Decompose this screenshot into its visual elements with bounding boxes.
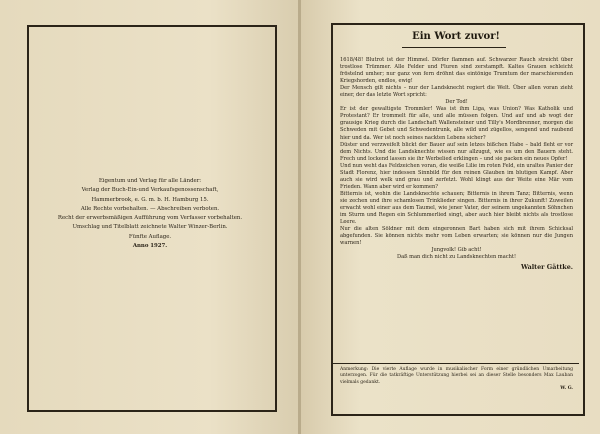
imprint-year: Anno 1927. [132,243,168,250]
page-title: Ein Wort zuvor! [412,31,500,42]
imprint-line: Umschlag und Titelblatt zeichnete Walter Winzer-Berlin. [72,224,228,231]
paragraph: Düster und verzweifelt blickt der Bauer auf sein letzes bißchen Habe – bald fleht er vor dem Nichts. Und die Landsknechte wissen nur allzugut, wie es um den Bauern steht. Frech und lockend lassen sie ihr Werbelied erklingen – und sie packen ein neues Opfer! [340,141,573,162]
footnote-text: Anmerkung: Die vierte Auflage wurde in musikalischer Form einer gründlichen Umarbeitung unterzogen. Für die tatkräftige Unterstützung hierbei sei an dieser Stelle besonders Max Lauban vielmals gedankt. [340,367,573,385]
footnote-initials: W. G. [560,386,573,392]
footnote [340,367,573,393]
left-page [0,0,299,434]
paragraph: 1618/48! Blutrot ist der Himmel. Dörfer flammen auf. Schwarzer Rauch streicht über trostlose Trümmer. Alle Felder und Fluren sind zerstampft. Kaltes Grauen schleicht fröstelnd umher; nur ganz von fern dröhnt das eintönige Trumtum der marschierenden Kriegshorden, endlos, ewig! [340,57,573,85]
paragraph: Er ist der gewaltigste Trommler! Was ist ihm Liga, was Union? Was Katholik und Protestant? Er trommelt für alle, und alle müssen folgen. Und auf und ab wogt der grausige Krieg durch die Landschaft Wallensteiner und Tilly's Mordbrenner, morgen die Schweden mit Gebet und Schwedentrunk, alle wild und zügellos, sengend und raubend hier und da. Wer ist noch seines nackten Lebens sicher? [340,106,573,141]
imprint-line: Hammerbrook, e. G. m. b. H. Hamburg 15. [91,196,209,203]
paragraph: Bitternis ist, wohin die Landsknechte schauen; Bitternis in ihrem Tanz; Bitternis, wenn sie zechen und ihre schamlosen Trinklieder singen. Bitternis in ihrer Zukunft! Zuweilen erwacht wohl einer aus dem Taumel, wie jener Vater, der seinem ungekannten Söhnchen im Sturm und Regen ein Schlummerlied singt, aber auch hier bleibt nichts als trostlose Leere. [340,190,573,226]
imprint-block [30,177,270,251]
paragraph-heading: Der Tod! [445,99,468,106]
paragraph: Der Mensch gilt nichts – nur der Landsknecht regiert die Welt. Über allen voran zieht einer, der das letzte Wort spricht: [340,85,573,99]
foreword-text [340,57,573,271]
author-signature: Walter Gättke. [520,263,573,272]
paragraph: Nur die alten Söldner mit dem eingeronnen Bart haben sich mit ihrem Schicksal abgefunden. Sie können nichts mehr vom Leben erwarten; sie können nur die Jungen warnen! [340,226,573,247]
imprint-line: Recht der erwerbsmäßigen Aufführung vom Verfasser vorbehalten. [57,215,243,222]
title-divider [402,47,506,48]
imprint-line: Alle Rechte vorbehalten. — Abschreiben verboten. [80,205,220,212]
imprint-line: Fünfte Auflage. [128,233,172,240]
paragraph: Und nun weht das Feldzeichen voran, die weiße Lilie im roten Feld, ein uraltes Panier der Stadt Florenz, hier indessen Sinnbild für den reinen Glauben im blutigen Kampf. Aber auch sie wird welk und grau und zerfetzt. Wohl klingt aus der Weite eine Mär vom Frieden. Wann aber wird er kommen? [340,162,573,190]
imprint-line: Verlag der Buch-Ein-und Verkaufsgenossenschaft, [81,187,219,194]
paragraph-callout: Jungvolk! Gib acht! [431,247,482,254]
imprint-line: Eigentum und Verlag für alle Länder: [98,178,202,184]
paragraph-callout: Daß man dich nicht zu Landsknechten macht! [397,254,516,261]
note-divider [333,363,579,364]
